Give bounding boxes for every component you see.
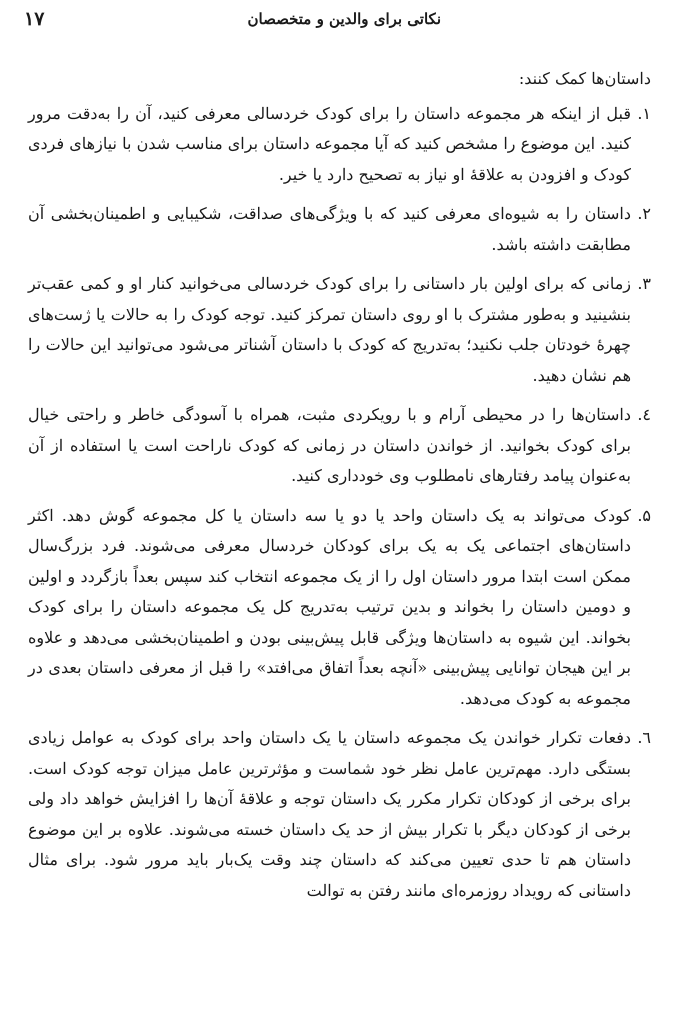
- item-text: داستان را به شیوه‌ای معرفی کنید که با ویژگی‌های صداقت، شکیبایی و اطمینان‌بخشی آن مطابقت داشته باشد.: [28, 204, 632, 254]
- list-item: [28, 501, 651, 715]
- list-item: [28, 723, 651, 906]
- list-item: [28, 269, 651, 391]
- item-number: ۲.: [637, 204, 651, 223]
- intro-line: داستان‌ها کمک کنند:: [518, 69, 651, 88]
- item-text: داستان‌ها را در محیطی آرام و با رویکردی مثبت، همراه با آسودگی خاطر و راحتی خیال برای کودک بخوانید. از خواندن داستان در زمانی که کودک ناراحت است یا استفاده از آن به‌عنوان پیامد رفتارهای نامطلوب وی خودداری کنید.: [28, 405, 632, 485]
- list-item: [28, 199, 651, 260]
- item-number: ۵.: [637, 505, 651, 525]
- item-text: زمانی که برای اولین بار داستانی را برای کودک خردسالی می‌خوانید کنار او و کمی عقب‌تر بنشینید و به‌طور مشترک با او روی داستان تمرکز کنید. توجه کودک را به حالات یا ژست‌های چهرهٔ خودتان جلب نکنید؛ به‌تدریج که کودک با داستان آشناتر می‌شود می‌توانید این حالات را هم نشان دهید.: [28, 274, 632, 385]
- running-title: نکاتی برای والدین و متخصصان: [247, 10, 441, 28]
- list-item: [28, 99, 651, 191]
- item-text: دفعات تکرار خواندن یک مجموعه داستان یا یک داستان واحد برای کودک به عوامل زیادی بستگی دارد. مهم‌ترین عامل نظر خود شماست و مؤثرترین عامل میزان توجه کودک است. برای برخی از کودکان تکرار مکرر یک داستان توجه و علاقهٔ آن‌ها را افزایش خواهد داد ولی برخی از کودکان دیگر با تکرار بیش از حد یک داستان خسته می‌شوند. علاوه بر این موضوع داستان هم تا حدی تعیین می‌کند که داستان چند وقت یک‌بار باید مرور شود. برای مثال داستانی که رویداد روزمره‌ای مانند رفتن به توالت: [28, 728, 631, 900]
- page-number: ۱۷: [24, 8, 45, 30]
- item-number: ٦.: [637, 728, 651, 747]
- item-number: ۳.: [637, 274, 651, 293]
- item-text: قبل از اینکه هر مجموعه داستان را برای کودک خردسالی معرفی کنید، آن را به‌دقت مرور کنید. این موضوع را مشخص کنید که آیا مجموعه داستان برای مناسب شدن با نیازهای فردی کودک و افزودن به علاقهٔ او نیاز به تصحیح دارد یا خیر.: [28, 103, 632, 184]
- page-body: [28, 64, 651, 915]
- list-item: [28, 400, 651, 492]
- item-text: کودک می‌تواند به یک داستان واحد یا دو یا سه داستان یا کل مجموعه گوش دهد. اکثر داستان‌های اجتماعی یک به یک برای کودکان خردسال معرفی می‌شوند. فرد بزرگ‌سال ممکن است ابتدا مرور داستان اول را از یک مجموعه انتخاب کند سپس بعداً بازگردد و اولین و دومین داستان را بخواند و بدین ترتیب به‌تدریج کل یک مجموعه داستان را برای کودک بخواند. این شیوه به داستان‌ها ویژگی قابل پیش‌بینی بودن و اطمینان‌بخشی می‌دهد و علاوه بر این هیجان توانایی پیش‌بینی «آنچه بعداً اتفاق می‌افتد» را قبل از معرفی داستان بعدی در مجموعه به کودک می‌دهد.: [28, 505, 632, 708]
- running-head: [24, 8, 651, 34]
- item-number: ۱.: [637, 103, 651, 123]
- item-number: ٤.: [637, 405, 651, 424]
